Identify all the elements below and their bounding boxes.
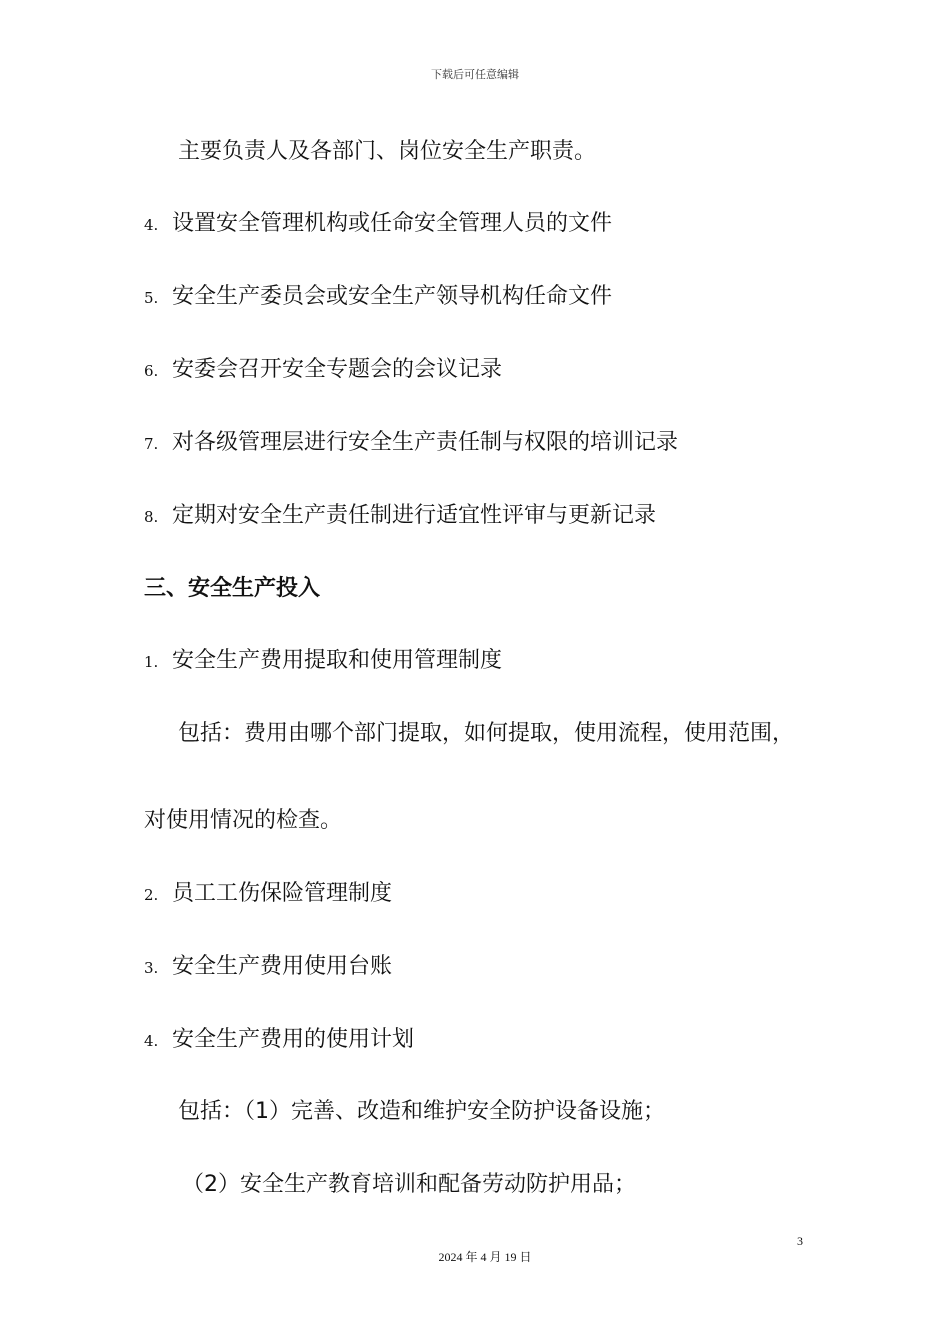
paragraph-line: 对使用情况的检查。: [144, 808, 343, 833]
list-item: [144, 646, 502, 677]
page-number: 3: [797, 1234, 803, 1248]
list-text: 员工工伤保险管理制度: [172, 881, 393, 906]
list-item: [144, 428, 678, 459]
list-item: [144, 501, 656, 532]
list-number: 4.: [144, 216, 159, 234]
list-item: [144, 209, 612, 240]
list-text: 安全生产费用使用台账: [172, 954, 393, 979]
list-number: 1.: [144, 653, 159, 671]
list-number: 3.: [144, 959, 159, 977]
list-item: [144, 1025, 414, 1056]
list-number: 4.: [144, 1032, 159, 1050]
section-heading: 三、安全生产投入: [144, 576, 321, 601]
list-item: [144, 879, 392, 910]
list-item: [144, 282, 612, 313]
list-number: 5.: [144, 289, 159, 307]
paragraph-line: （2）安全生产教育培训和配备劳动防护用品；: [182, 1172, 636, 1197]
paragraph-line: 包括：费用由哪个部门提取，如何提取，使用流程，使用范围，: [178, 721, 795, 746]
list-text: 安委会召开安全专题会的会议记录: [172, 357, 503, 382]
list-number: 2.: [144, 886, 159, 904]
list-text: 安全生产委员会或安全生产领导机构任命文件: [172, 284, 613, 309]
list-item: [144, 355, 502, 386]
list-text: 设置安全管理机构或任命安全管理人员的文件: [172, 211, 613, 236]
paragraph-line: 包括：（1）完善、改造和维护安全防护设备设施；: [178, 1099, 665, 1124]
list-text: 对各级管理层进行安全生产责任制与权限的培训记录: [172, 430, 679, 455]
list-text: 安全生产费用的使用计划: [172, 1027, 415, 1052]
list-item: [144, 952, 392, 983]
page-header: 下载后可任意编辑: [431, 68, 519, 81]
list-number: 6.: [144, 362, 159, 380]
list-text: 定期对安全生产责任制进行适宜性评审与更新记录: [172, 503, 657, 528]
list-number: 7.: [144, 435, 159, 453]
list-text: 安全生产费用提取和使用管理制度: [172, 648, 503, 673]
paragraph-line: 主要负责人及各部门、岗位安全生产职责。: [178, 139, 597, 164]
page-footer-date: 2024 年 4 月 19 日: [438, 1250, 532, 1264]
list-number: 8.: [144, 508, 159, 526]
